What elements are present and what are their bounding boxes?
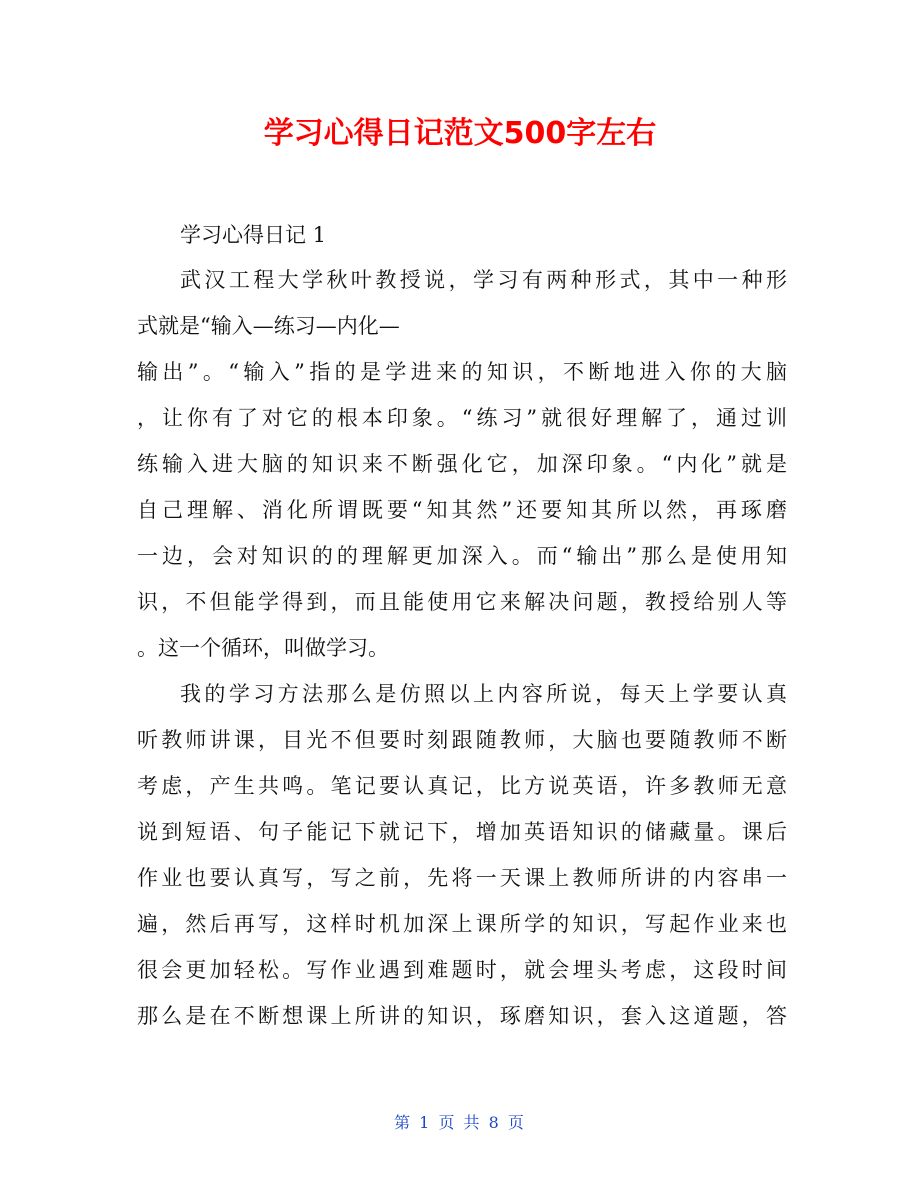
paragraph-line: 听教师讲课，目光不但要时刻跟随教师，大脑也要随教师不断: [137, 728, 787, 752]
paragraph-line: 识，不但能学得到，而且能使用它来解决问题，教授给别人等: [137, 590, 787, 614]
paragraph-line: 那么是在不断想课上所讲的知识，琢磨知识，套入这道题，答: [137, 1004, 787, 1028]
paragraph-line: 考虑，产生共鸣。笔记要认真记，比方说英语，许多教师无意: [137, 774, 787, 798]
document-title: 学习心得日记范文500字左右: [263, 116, 657, 151]
paragraph-line: 输出”。“输入”指的是学进来的知识，不断地进入你的大脑: [137, 360, 787, 384]
paragraph-line: 式就是“输入—练习—内化—: [137, 314, 400, 338]
paragraph-line: 作业也要认真写，写之前，先将一天课上教师所讲的内容串一: [137, 866, 787, 890]
page-number-footer: 第 1 页 共 8 页: [394, 1113, 526, 1132]
paragraph-line: 。这一个循环，叫做学习。: [137, 636, 389, 660]
paragraph-line: 遍，然后再写，这样时机加深上课所学的知识，写起作业来也: [137, 912, 787, 936]
paragraph-line: 武汉工程大学秋叶教授说，学习有两种形式，其中一种形: [180, 268, 787, 292]
paragraph-line: ，让你有了对它的根本印象。“练习”就很好理解了，通过训: [137, 406, 787, 430]
paragraph-line: 我的学习方法那么是仿照以上内容所说，每天上学要认真: [180, 682, 787, 706]
section-heading: 学习心得日记 1: [180, 223, 327, 247]
paragraph-line: 说到短语、句子能记下就记下，增加英语知识的储藏量。课后: [137, 820, 787, 844]
paragraph-line: 一边，会对知识的的理解更加深入。而“输出”那么是使用知: [137, 544, 787, 568]
paragraph-line: 练输入进大脑的知识来不断强化它，加深印象。“内化”就是: [137, 452, 787, 476]
paragraph-line: 自己理解、消化所谓既要“知其然”还要知其所以然，再琢磨: [137, 498, 787, 522]
paragraph-line: 很会更加轻松。写作业遇到难题时，就会埋头考虑，这段时间: [137, 958, 787, 982]
